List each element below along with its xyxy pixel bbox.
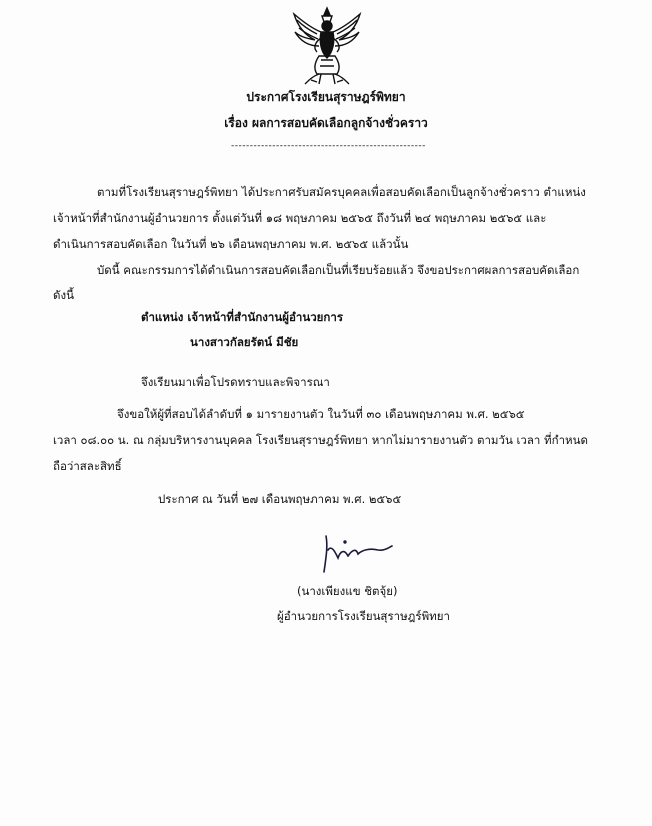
para3-line2: เวลา ๐๘.๐๐ น. ณ กลุ่มบริหารงานบุคคล โรงเรียนสุราษฎร์พิทยา หากไม่มารายงานตัว ตามวัน เวลา ที่กำหนด — [53, 433, 588, 447]
para2-line2: ดังนี้ — [53, 288, 74, 302]
para1-line1: ตามที่โรงเรียนสุราษฎร์พิทยา ได้ประกาศรับสมัครบุคคลเพื่อสอบคัดเลือกเป็นลูกจ้างชั่วคราว ตำแหน่ง — [97, 185, 586, 199]
para1-line2: เจ้าหน้าที่สำนักงานผู้อำนวยการ ตั้งแต่วันที่ ๑๘ พฤษภาคม ๒๕๖๕ ถึงวันที่ ๒๔ พฤษภาคม ๒๕๖๕ และ — [53, 211, 547, 225]
result-candidate: นางสาวกัลยรัตน์ มีชัย — [190, 335, 299, 349]
announce-date: ประกาศ ณ วันที่ ๒๗ เดือนพฤษภาคม พ.ศ. ๒๕๖๕ — [158, 492, 402, 506]
para3-line3: ถือว่าสละสิทธิ์ — [53, 459, 122, 473]
header-line1: ประกาศโรงเรียนสุราษฎร์พิทยา — [246, 90, 406, 104]
notice-text: จึงเรียนมาเพื่อโปรดทราบและพิจารณา — [141, 375, 330, 389]
header-line2: เรื่อง ผลการสอบคัดเลือกลูกจ้างชั่วคราว — [224, 116, 428, 130]
para2-line1: บัดนี้ คณะกรรมการได้ดำเนินการสอบคัดเลือกเป็นที่เรียบร้อยแล้ว จึงขอประกาศผลการสอบคัดเลือก — [97, 263, 580, 277]
garuda-emblem-icon — [291, 6, 363, 86]
header-divider: ---------------------------------------------------- — [231, 141, 426, 151]
para3-line1: จึงขอให้ผู้ที่สอบได้ลำดับที่ ๑ มารายงานตัว ในวันที่ ๓๐ เดือนพฤษภาคม พ.ศ. ๒๕๖๕ — [117, 407, 525, 421]
result-position: ตำแหน่ง เจ้าหน้าที่สำนักงานผู้อำนวยการ — [141, 310, 343, 324]
para1-line3: ดำเนินการสอบคัดเลือก ในวันที่ ๒๖ เดือนพฤษภาคม พ.ศ. ๒๕๖๕ แล้วนั้น — [53, 237, 409, 251]
signatory-title: ผู้อำนวยการโรงเรียนสุราษฎร์พิทยา — [277, 609, 450, 623]
signature-icon — [318, 528, 398, 578]
signatory-name: (นางเพียงแข ชิตจุ้ย) — [297, 584, 398, 598]
